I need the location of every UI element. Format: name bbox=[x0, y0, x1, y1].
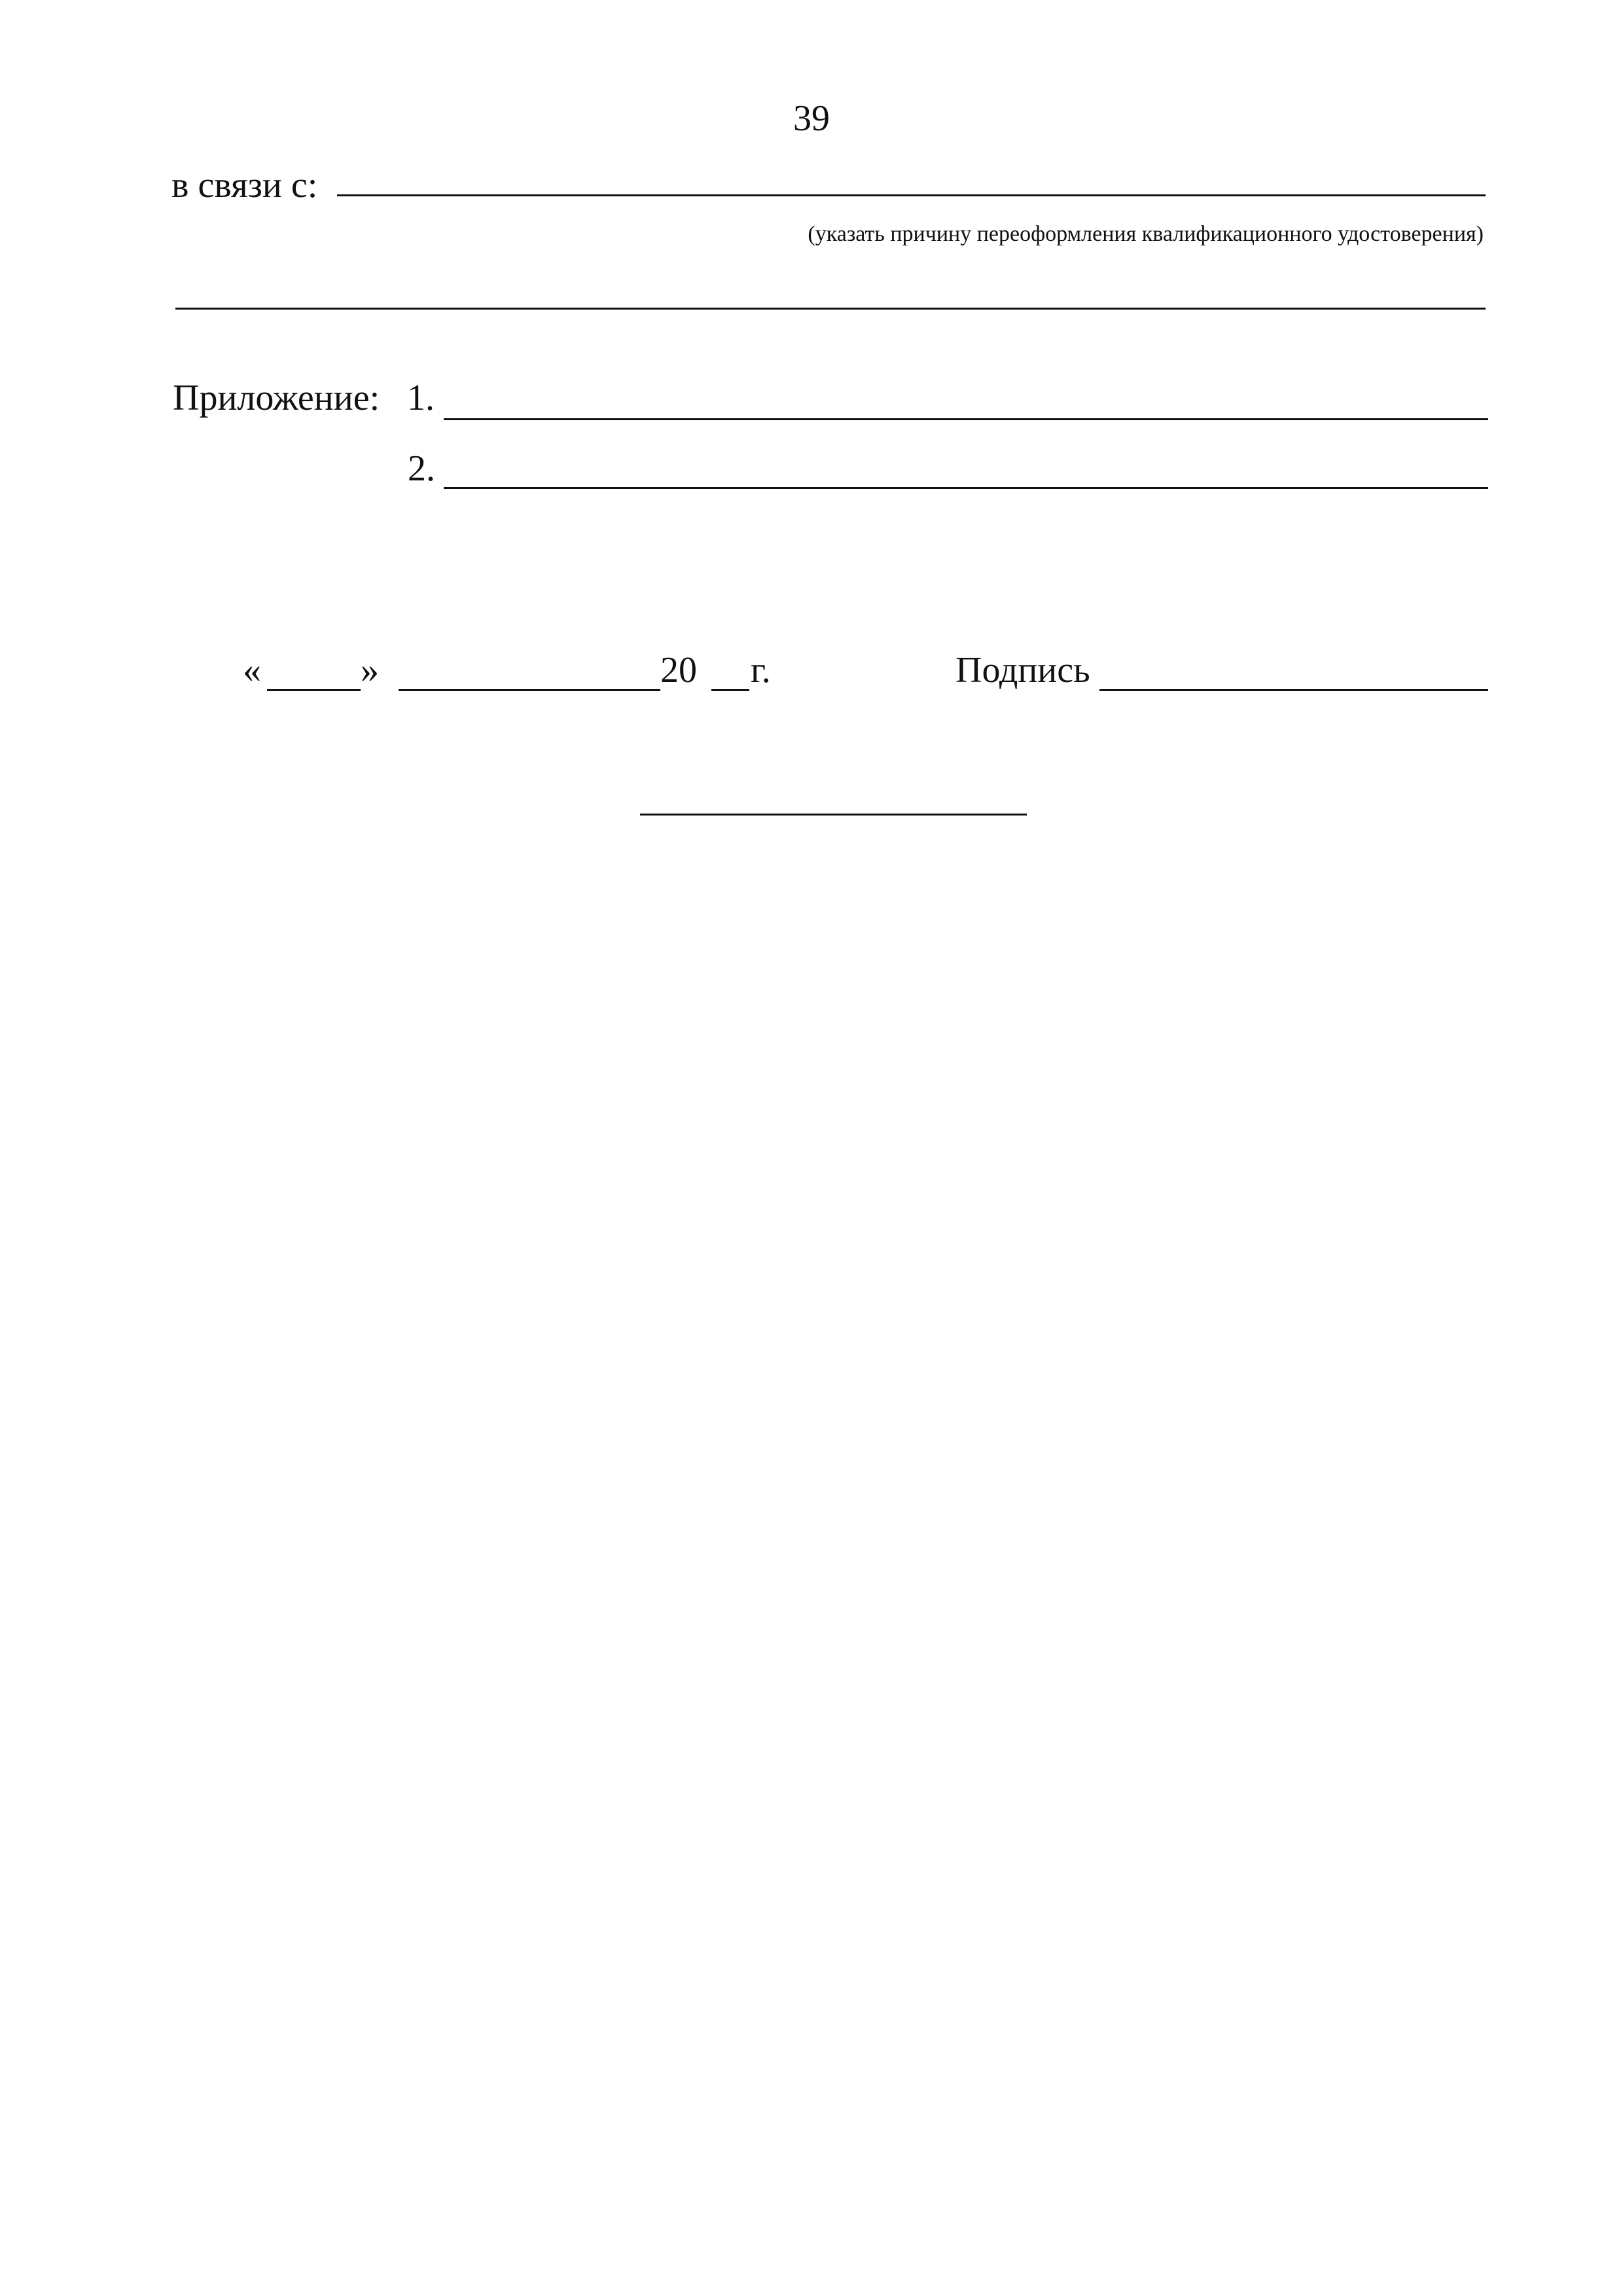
closing-divider bbox=[640, 814, 1027, 816]
page-number: 39 bbox=[793, 98, 830, 139]
attachment-2-fill-line[interactable] bbox=[444, 487, 1488, 489]
attachments-label: Приложение: bbox=[173, 378, 380, 418]
date-year-prefix: 20 bbox=[660, 650, 697, 691]
date-day-fill-line[interactable] bbox=[267, 689, 361, 691]
reason-hint: (указать причину переоформления квалификационного удостоверения) bbox=[808, 222, 1484, 246]
reason-label: в связи с: bbox=[171, 165, 318, 206]
date-open-quote: « bbox=[243, 650, 261, 691]
attachment-1-fill-line[interactable] bbox=[444, 418, 1488, 420]
date-year-suffix: г. bbox=[751, 650, 771, 691]
reason-continuation-line[interactable] bbox=[175, 308, 1486, 310]
signature-fill-line[interactable] bbox=[1099, 689, 1488, 691]
reason-fill-line[interactable] bbox=[337, 194, 1486, 196]
attachment-1-number: 1. bbox=[407, 378, 435, 418]
date-close-quote: » bbox=[361, 650, 379, 691]
signature-label: Подпись bbox=[955, 650, 1090, 691]
date-year-fill-line[interactable] bbox=[711, 689, 749, 691]
attachment-2-number: 2. bbox=[408, 448, 435, 489]
date-month-fill-line[interactable] bbox=[399, 689, 660, 691]
